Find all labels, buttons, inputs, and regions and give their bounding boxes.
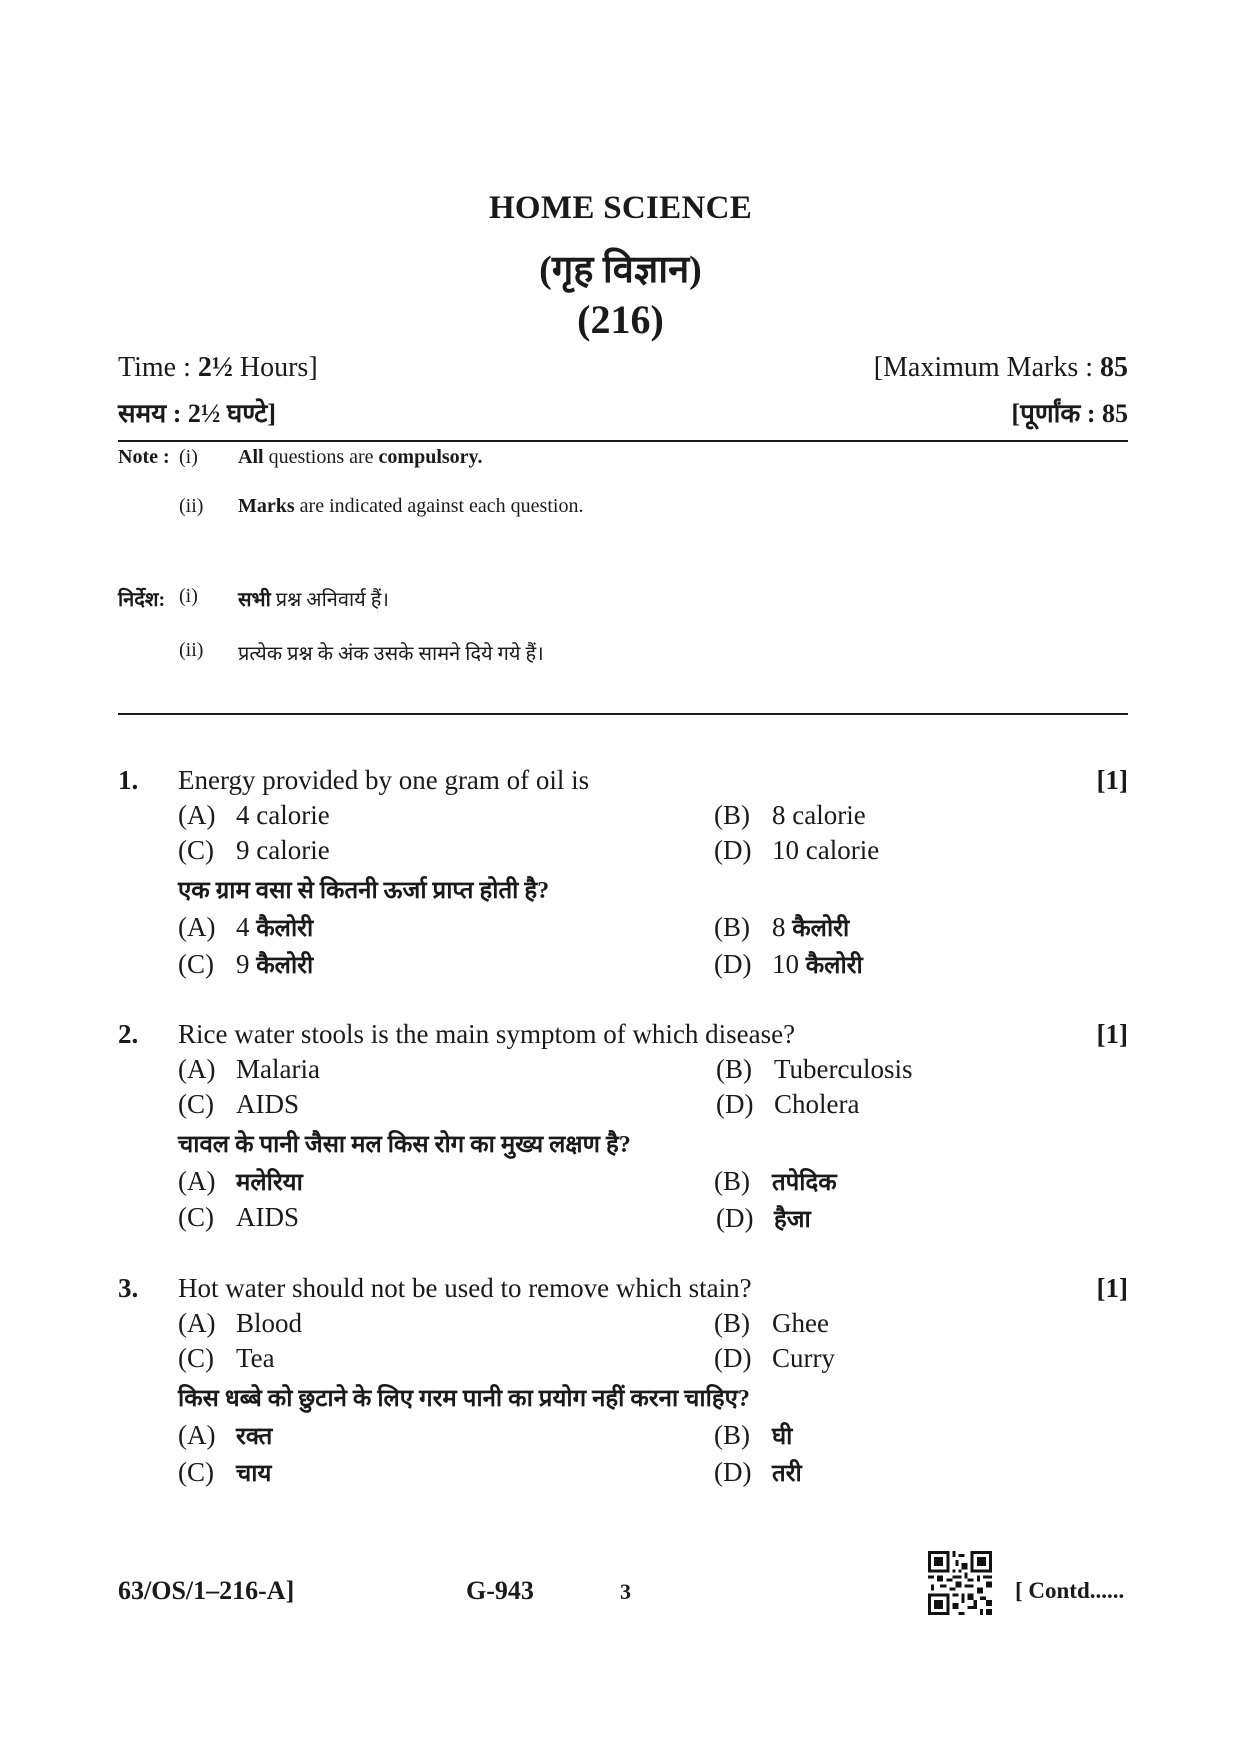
q3-option-c-hindi: (C) चाय — [178, 1457, 272, 1487]
q3-option-c: (C) Tea — [178, 1343, 275, 1373]
question-text-hi: किस धब्बे को छुटाने के लिए गरम पानी का प्रयोग नहीं करना चाहिए? — [178, 1386, 750, 1412]
question-3 — [118, 1273, 1128, 1309]
question-text-hi: एक ग्राम वसा से कितनी ऊर्जा प्राप्त होती है? — [178, 878, 550, 904]
qr-code-icon — [928, 1551, 992, 1615]
question-1-hindi — [118, 873, 1128, 907]
question-text-en: Energy provided by one gram of oil is — [178, 765, 590, 795]
q1-option-b: (B) 8 calorie — [714, 800, 866, 830]
paper-title-english: HOME SCIENCE — [488, 190, 753, 226]
q3-option-a: (A) Blood — [178, 1308, 303, 1338]
q1-option-a-hindi: (A) 4 कैलोरी — [178, 912, 314, 942]
note-en-1: Note : (i) All questions are compulsory. — [118, 446, 483, 468]
q3-option-b: (B) Ghee — [714, 1308, 829, 1338]
question-2-hindi — [118, 1127, 1128, 1161]
footer-paper-code: 63/OS/1–216-A] — [118, 1576, 295, 1605]
question-1 — [118, 765, 1128, 801]
time-hindi: समय : 2½ घण्टे] — [118, 399, 277, 428]
q3-option-d-hindi: (D) तरी — [714, 1457, 802, 1487]
note-en-2: (ii) Marks are indicated against each question. — [179, 495, 584, 517]
notes-divider — [118, 713, 1128, 715]
note-label: Note : — [118, 446, 170, 468]
q3-option-a-hindi: (A) रक्त — [178, 1420, 273, 1450]
q2-option-d-hindi: (D) हैजा — [716, 1203, 811, 1233]
question-number: 2. — [118, 1019, 139, 1049]
question-text-en: Rice water stools is the main symptom of which disease? — [178, 1019, 796, 1049]
q1-option-c-hindi: (C) 9 कैलोरी — [178, 949, 314, 979]
note-hi-2: (ii) प्रत्येक प्रश्न के अंक उसके सामने दिये गये हैं। — [179, 639, 544, 665]
q1-option-d: (D) 10 calorie — [714, 835, 880, 865]
time-english: Time : 2½ Hours] — [118, 352, 318, 383]
question-marks: [1] — [1096, 765, 1128, 795]
q2-option-c-hindi: (C) AIDS — [178, 1202, 300, 1232]
q3-option-d: (D) Curry — [714, 1343, 835, 1373]
q2-option-b-hindi: (B) तपेदिक — [714, 1166, 837, 1196]
q1-option-d-hindi: (D) 10 कैलोरी — [714, 949, 863, 979]
question-2 — [118, 1019, 1128, 1055]
question-text-hi: चावल के पानी जैसा मल किस रोग का मुख्य लक्षण है? — [178, 1132, 631, 1158]
question-number: 1. — [118, 765, 139, 795]
question-3-hindi — [118, 1381, 1128, 1415]
question-marks: [1] — [1096, 1019, 1128, 1049]
q3-option-b-hindi: (B) घी — [714, 1420, 793, 1450]
q1-option-b-hindi: (B) 8 कैलोरी — [714, 912, 850, 942]
q2-option-b: (B) Tuberculosis — [716, 1054, 913, 1084]
max-marks-hindi: [पूर्णांक : 85 — [1011, 399, 1128, 428]
q1-option-a: (A) 4 calorie — [178, 800, 330, 830]
continued-label: [ Contd...... — [1015, 1578, 1125, 1603]
note-hi-1: निर्देश: (i) सभी प्रश्न अनिवार्य हैं। — [118, 585, 389, 611]
header-divider — [118, 440, 1128, 442]
question-marks: [1] — [1096, 1273, 1128, 1303]
paper-code: (216) — [577, 297, 664, 342]
page-number: 3 — [620, 1579, 631, 1604]
question-text-en: Hot water should not be used to remove which stain? — [178, 1273, 752, 1303]
q2-option-d: (D) Cholera — [716, 1089, 860, 1119]
q1-option-c: (C) 9 calorie — [178, 835, 330, 865]
q2-option-c: (C) AIDS — [178, 1089, 300, 1119]
footer-series: G-943 — [466, 1576, 534, 1605]
q2-option-a-hindi: (A) मलेरिया — [178, 1166, 303, 1196]
q2-option-a: (A) Malaria — [178, 1054, 320, 1084]
note-label-hindi: निर्देश: — [118, 589, 166, 611]
paper-title-hindi: (गृह विज्ञान) — [539, 249, 702, 291]
max-marks-english: [Maximum Marks : 85 — [873, 352, 1128, 383]
question-number: 3. — [118, 1273, 139, 1303]
